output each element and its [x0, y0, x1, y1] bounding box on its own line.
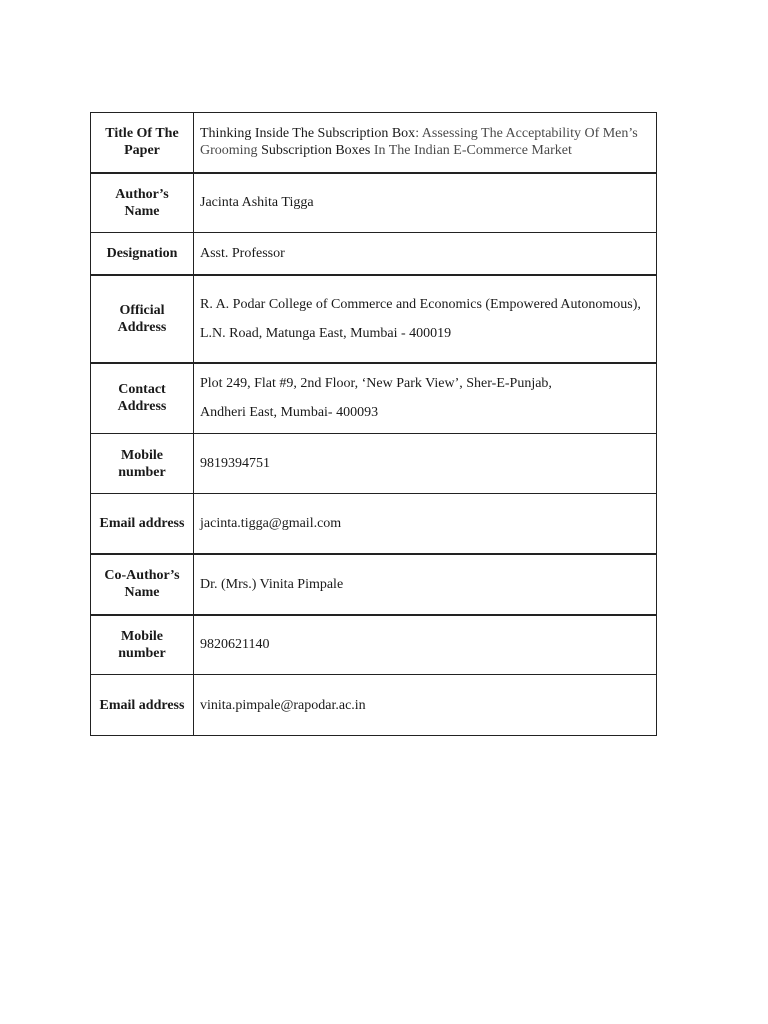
table-row-contact-address — [91, 363, 657, 434]
row-label-contact-address: Contact Address — [91, 363, 194, 434]
paper-title-part-3: Subscription Boxes — [261, 143, 371, 159]
table-row-coauthor-name — [91, 554, 657, 615]
official-address-line-2: L.N. Road, Matunga East, Mumbai - 400019 — [200, 325, 452, 341]
table-row-official-address — [91, 275, 657, 363]
designation-value: Asst. Professor — [194, 233, 657, 275]
contact-address-line-2: Andheri East, Mumbai- 400093 — [200, 405, 379, 421]
contact-address-line-1: Plot 249, Flat #9, 2nd Floor, ‘New Park View’, Sher-E-Punjab, — [200, 376, 552, 392]
row-label-official-address: Official Address — [91, 275, 194, 363]
paper-title-part-4: In The Indian E-Commerce Market — [370, 143, 572, 159]
coauthor-mobile-value: 9820621140 — [194, 615, 657, 675]
official-address-value — [194, 275, 657, 363]
row-label-mobile-number: Mobile number — [91, 434, 194, 494]
mobile-number-value: 9819394751 — [194, 434, 657, 494]
coauthor-name-value: Dr. (Mrs.) Vinita Pimpale — [194, 554, 657, 615]
official-address-line-1: R. A. Podar College of Commerce and Economics (Empowered Autonomous), — [200, 296, 641, 312]
row-label-coauthor-name: Co-Author’s Name — [91, 554, 194, 615]
table-row-coauthor-mobile — [91, 615, 657, 675]
contact-address-value — [194, 363, 657, 434]
table-row-title — [91, 113, 657, 173]
row-label-coauthor-mobile: Mobile number — [91, 615, 194, 675]
row-label-author-name: Author’s Name — [91, 173, 194, 233]
author-name-value: Jacinta Ashita Tigga — [194, 173, 657, 233]
email-address-value: jacinta.tigga@gmail.com — [194, 494, 657, 554]
row-label-designation: Designation — [91, 233, 194, 275]
paper-title-part-2: : Assessing The Acceptability Of Men’s Grooming — [200, 126, 638, 159]
paper-title — [194, 113, 657, 173]
row-label-email-address: Email address — [91, 494, 194, 554]
table-row-mobile-number — [91, 434, 657, 494]
table-row-designation — [91, 233, 657, 275]
table-row-author-name — [91, 173, 657, 233]
coauthor-email-value: vinita.pimpale@rapodar.ac.in — [194, 675, 657, 736]
paper-title-part-1: Thinking Inside The Subscription Box — [200, 126, 416, 142]
row-label-coauthor-email: Email address — [91, 675, 194, 736]
row-label-title: Title Of The Paper — [91, 113, 194, 173]
table-row-coauthor-email — [91, 675, 657, 736]
table-row-email-address — [91, 494, 657, 554]
author-details-table — [90, 112, 657, 736]
